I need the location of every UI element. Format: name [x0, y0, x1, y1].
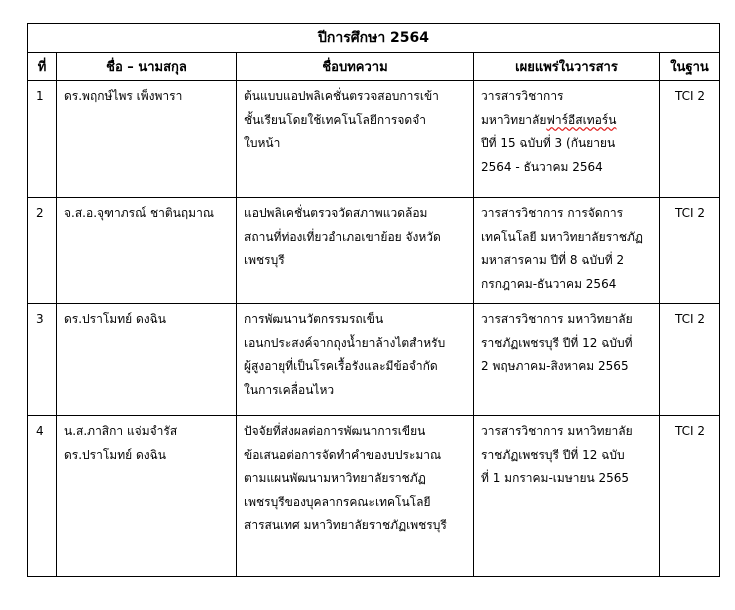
author-names [57, 304, 237, 416]
journal-line-prefix: มหาวิทยาลัย [481, 112, 547, 127]
article-title-line: การพัฒนานวัตกรรมรถเข็น [244, 312, 384, 326]
article-title-line: ผู้สูงอายุที่เป็นโรคเรื้อรังและมีข้อจำกัด [244, 359, 438, 373]
row-number: 3 [28, 304, 57, 416]
article-title-line: ชั้นเรียนโดยใช้เทคโนโลยีการจดจำ [244, 112, 426, 127]
publications-table [27, 23, 720, 577]
journal-line: 2564 - ธันวาคม 2564 [481, 159, 603, 174]
journal-info [474, 198, 660, 304]
row-number: 1 [28, 81, 57, 198]
header-no: ที่ [28, 53, 57, 81]
journal-line: วารสารวิชาการ มหาวิทยาลัย [481, 312, 633, 326]
database-index: TCI 2 [660, 81, 720, 198]
database-index: TCI 2 [660, 416, 720, 577]
academic-year-title: ปีการศึกษา 2564 [28, 24, 720, 53]
author-name: ดร.ปราโมทย์ ดงฉิน [64, 447, 166, 462]
row-number: 2 [28, 198, 57, 304]
article-title-line: ปัจจัยที่ส่งผลต่อการพัฒนาการเขียน [244, 424, 426, 438]
journal-line: วารสารวิชาการ [481, 89, 564, 103]
article-title-line: สารสนเทศ มหาวิทยาลัยราชภัฏเพชรบุรี [244, 518, 447, 532]
header-database: ในฐาน [660, 53, 720, 81]
article-title-line: ใบหน้า [244, 136, 281, 150]
article-title [237, 198, 474, 304]
journal-line: ที่ 1 มกราคม-เมษายน 2565 [481, 471, 630, 485]
table-row [28, 304, 720, 416]
journal-line: ปีที่ 15 ฉบับที่ 3 (กันยายน [481, 136, 616, 150]
article-title [237, 81, 474, 198]
journal-line: เทคโนโลยี มหาวิทยาลัยราชภัฏ [481, 229, 643, 244]
article-title-line: แอปพลิเคชั่นตรวจวัดสภาพแวดล้อม [244, 206, 428, 220]
author-names [57, 198, 237, 304]
article-title-line: เพชรบุรี [244, 253, 285, 267]
journal-line: ราชภัฏเพชรบุรี ปีที่ 12 ฉบับที่ [481, 335, 633, 350]
database-index: TCI 2 [660, 198, 720, 304]
author-names [57, 81, 237, 198]
author-name: ดร.พฤกษ์ไพร เพ็งพารา [64, 89, 183, 103]
article-title-line: ต้นแบบแอปพลิเคชั่นตรวจสอบการเข้า [244, 89, 439, 103]
article-title-line: สถานที่ท่องเที่ยวอำเภอเขาย้อย จังหวัด [244, 229, 441, 244]
journal-line-with-spellcheck [481, 109, 653, 133]
table-header-row [28, 53, 720, 81]
author-name: น.ส.ภาสิกา แจ่มจำรัส [64, 424, 178, 438]
journal-line: วารสารวิชาการ มหาวิทยาลัย [481, 424, 633, 438]
header-name: ชื่อ – นามสกุล [57, 53, 237, 81]
article-title [237, 416, 474, 577]
journal-line: มหาสารคาม ปีที่ 8 ฉบับที่ 2 [481, 253, 625, 267]
article-title-line: เอนกประสงค์จากถุงน้ำยาล้างไตสำหรับ [244, 335, 446, 350]
journal-line: วารสารวิชาการ การจัดการ [481, 206, 624, 220]
journal-info [474, 81, 660, 198]
article-title-line: ในการเคลื่อนไหว [244, 382, 335, 397]
table-row [28, 81, 720, 198]
table-row [28, 416, 720, 577]
article-title-line: ตามแผนพัฒนามหาวิทยาลัยราชภัฏ [244, 471, 426, 485]
table-title-row [28, 24, 720, 53]
author-name: จ.ส.อ.จุฑาภรณ์ ชาตินฤมาณ [64, 206, 214, 220]
author-names [57, 416, 237, 577]
journal-line: ราชภัฏเพชรบุรี ปีที่ 12 ฉบับ [481, 447, 625, 462]
table-row [28, 198, 720, 304]
database-index: TCI 2 [660, 304, 720, 416]
article-title [237, 304, 474, 416]
header-published: เผยแพร่ในวารสาร [474, 53, 660, 81]
journal-info [474, 304, 660, 416]
author-name: ดร.ปราโมทย์ ดงฉิน [64, 312, 166, 326]
spellcheck-flagged-word: ฟาร์อีสเทอร์น [546, 112, 617, 127]
journal-line: 2 พฤษภาคม-สิงหาคม 2565 [481, 359, 629, 373]
journal-info [474, 416, 660, 577]
article-title-line: เพชรบุรีของบุคลากรคณะเทคโนโลยี [244, 494, 431, 509]
article-title-line: ข้อเสนอต่อการจัดทำคำของบประมาณ [244, 447, 442, 462]
header-article: ชื่อบทความ [237, 53, 474, 81]
row-number: 4 [28, 416, 57, 577]
journal-line: กรกฎาคม-ธันวาคม 2564 [481, 276, 617, 291]
